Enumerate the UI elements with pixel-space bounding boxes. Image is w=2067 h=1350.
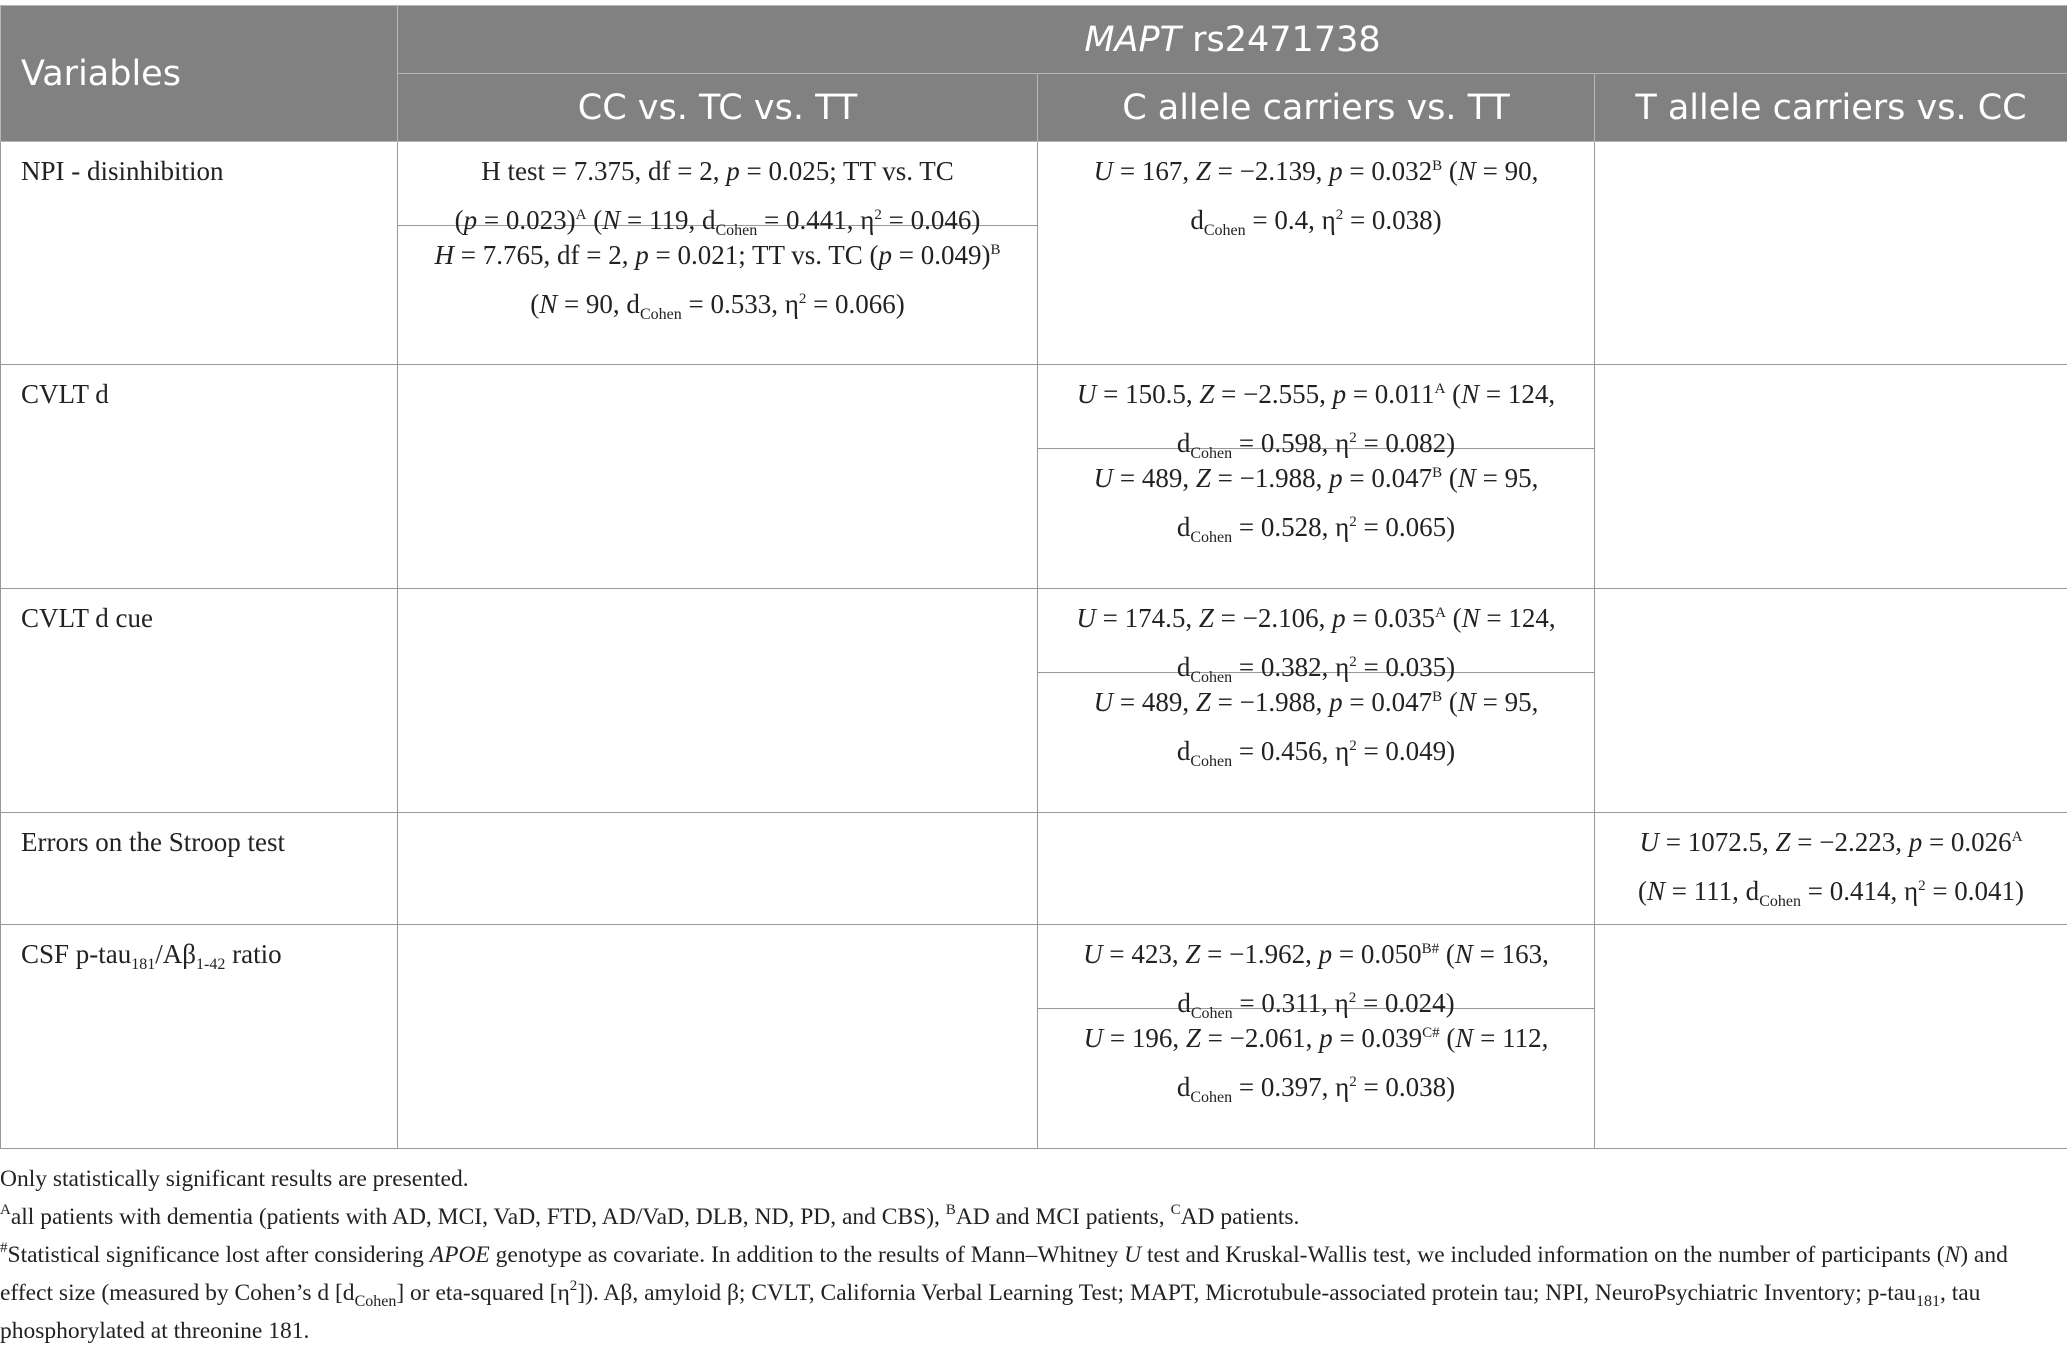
cell-empty: [1595, 589, 2067, 813]
result-line: H = 7.765, df = 2, p = 0.021; TT vs. TC (p = 0.049)$^B$: [434, 240, 1001, 270]
result-line: $d_{Cohen} = 0.311$, $\eta^2 = 0.024$): [1177, 988, 1455, 1022]
result-block: [1038, 589, 1594, 686]
result-line: U = 489, Z = −1.988, $p = 0.047^B$ (N = 95,: [1093, 463, 1539, 493]
result-block: [398, 142, 1037, 239]
result-block: [1038, 365, 1594, 462]
table-row: [1, 365, 2067, 589]
table-row: [1, 813, 2067, 925]
cell-stroop-t-carriers: [1595, 813, 2067, 925]
footnote-patient-groups: $^A$all patients with dementia (patients with AD, MCI, VaD, FTD, AD/VaD, DLB, ND, PD, and CBS), $^B$AD and MCI patients, $^C$AD patients.: [0, 1202, 1300, 1230]
cell-csf-c-carriers: [1038, 925, 1595, 1149]
result-line: $d_{Cohen} = 0.397$, $\eta^2 = 0.038$): [1176, 1072, 1456, 1106]
header-gene: [398, 6, 2067, 74]
result-line: $d_{Cohen} = 0.456$, $\eta^2 = 0.049$): [1176, 736, 1456, 770]
result-line: (N = 111, $d_{Cohen} = 0.414$, $\eta^2 = 0.041$): [1637, 876, 2025, 910]
result-line: U = 489, Z = −1.988, $p = 0.047^B$ (N = 95,: [1093, 687, 1539, 717]
snp-id: rs2471738: [1181, 19, 1381, 60]
variable-csf-ratio: CSF $p-tau_{181}/A\beta_{1-42}$ ratio: [1, 925, 398, 1149]
result-line: $d_{Cohen} = 0.4$, $\eta^2 = 0.038$): [1190, 205, 1442, 239]
result-line: H test = 7.375, df = 2, p = 0.025; TT vs. TC: [481, 156, 954, 186]
cell-empty: [398, 365, 1038, 589]
cell-empty: [398, 813, 1038, 925]
result-line: U = 167, Z = −2.139, $p = 0.032^B$ (N = 90,: [1093, 156, 1539, 186]
footnote-significance: Only statistically significant results are presented.: [0, 1166, 469, 1192]
result-line: (p = 0.023)$^A$ (N = 119, $d_{Cohen} = 0.441$, $\eta^2 = 0.046$): [454, 205, 981, 239]
variable-cvlt-d-cue: CVLT d cue: [1, 589, 398, 813]
cell-empty: [1595, 925, 2067, 1149]
cell-cvlt-d-cue-c-carriers: [1038, 589, 1595, 813]
table-footnotes: [0, 1160, 2060, 1350]
results-table: [0, 5, 2067, 1149]
cell-empty: [398, 589, 1038, 813]
table-row: [1, 589, 2067, 813]
footnote-abbreviations: #Statistical significance lost after considering APOE genotype as covariate. In addition to the results of Mann–Whitney U test and Kruskal-Wallis test, we included information on the number of participants (N) and effect size (measured by Cohen’s d $[d_{Cohen}]$ or eta-squared $[\eta^2]$). Aβ, amyloid β; CVLT, California Verbal Learning Test; MAPT, Microtubule-associated protein tau; NPI, NeuroPsychiatric Inventory; p-tau$_{181}$, tau phosphorylated at threonine 181.: [0, 1240, 2008, 1344]
cell-empty: [1595, 365, 2067, 589]
table-row: [1, 925, 2067, 1149]
result-line: U = 1072.5, Z = −2.223, $p = 0.026^A$: [1639, 827, 2023, 857]
result-line: (N = 90, $d_{Cohen} = 0.533$, $\eta^2 = 0.066$): [530, 289, 905, 323]
cell-cvlt-d-c-carriers: [1038, 365, 1595, 589]
result-line: U = 174.5, Z = −2.106, $p = 0.035^A$ (N = 124,: [1076, 603, 1556, 633]
result-block: [398, 225, 1037, 335]
result-line: U = 150.5, Z = −2.555, $p = 0.011^A$ (N = 124,: [1076, 379, 1556, 409]
result-block: [1038, 448, 1594, 558]
variable-cvlt-d: CVLT d: [1, 365, 398, 589]
variable-npi-disinhibition: NPI - disinhibition: [1, 142, 398, 365]
variable-stroop-errors: Errors on the Stroop test: [1, 813, 398, 925]
result-line: [404, 147, 1031, 196]
cell-npi-genotypes: [398, 142, 1038, 365]
header-variables: Variables: [1, 6, 398, 142]
result-line: $d_{Cohen} = 0.528$, $\eta^2 = 0.065$): [1176, 512, 1456, 546]
result-block: [1038, 1008, 1594, 1118]
table-row: [1, 142, 2067, 365]
result-block: [1038, 925, 1594, 1022]
result-line: U = 196, Z = −2.061, $p = 0.039^{C\#}$ (N = 112,: [1083, 1023, 1549, 1053]
result-line: $d_{Cohen} = 0.598$, $\eta^2 = 0.082$): [1176, 428, 1456, 462]
gene-name: MAPT: [1084, 19, 1181, 60]
cell-empty: [1595, 142, 2067, 365]
result-line: $d_{Cohen} = 0.382$, $\eta^2 = 0.035$): [1176, 652, 1456, 686]
header-col-t-carriers: T allele carriers vs. CC: [1595, 74, 2067, 142]
header-col-genotypes: CC vs. TC vs. TT: [398, 74, 1038, 142]
cell-empty: [1038, 813, 1595, 925]
result-block: [1038, 672, 1594, 782]
cell-empty: [398, 925, 1038, 1149]
result-line: U = 423, Z = −1.962, $p = 0.050^{B\#}$ (N = 163,: [1083, 939, 1549, 969]
cell-npi-c-carriers: [1038, 142, 1595, 365]
header-col-c-carriers: C allele carriers vs. TT: [1038, 74, 1595, 142]
